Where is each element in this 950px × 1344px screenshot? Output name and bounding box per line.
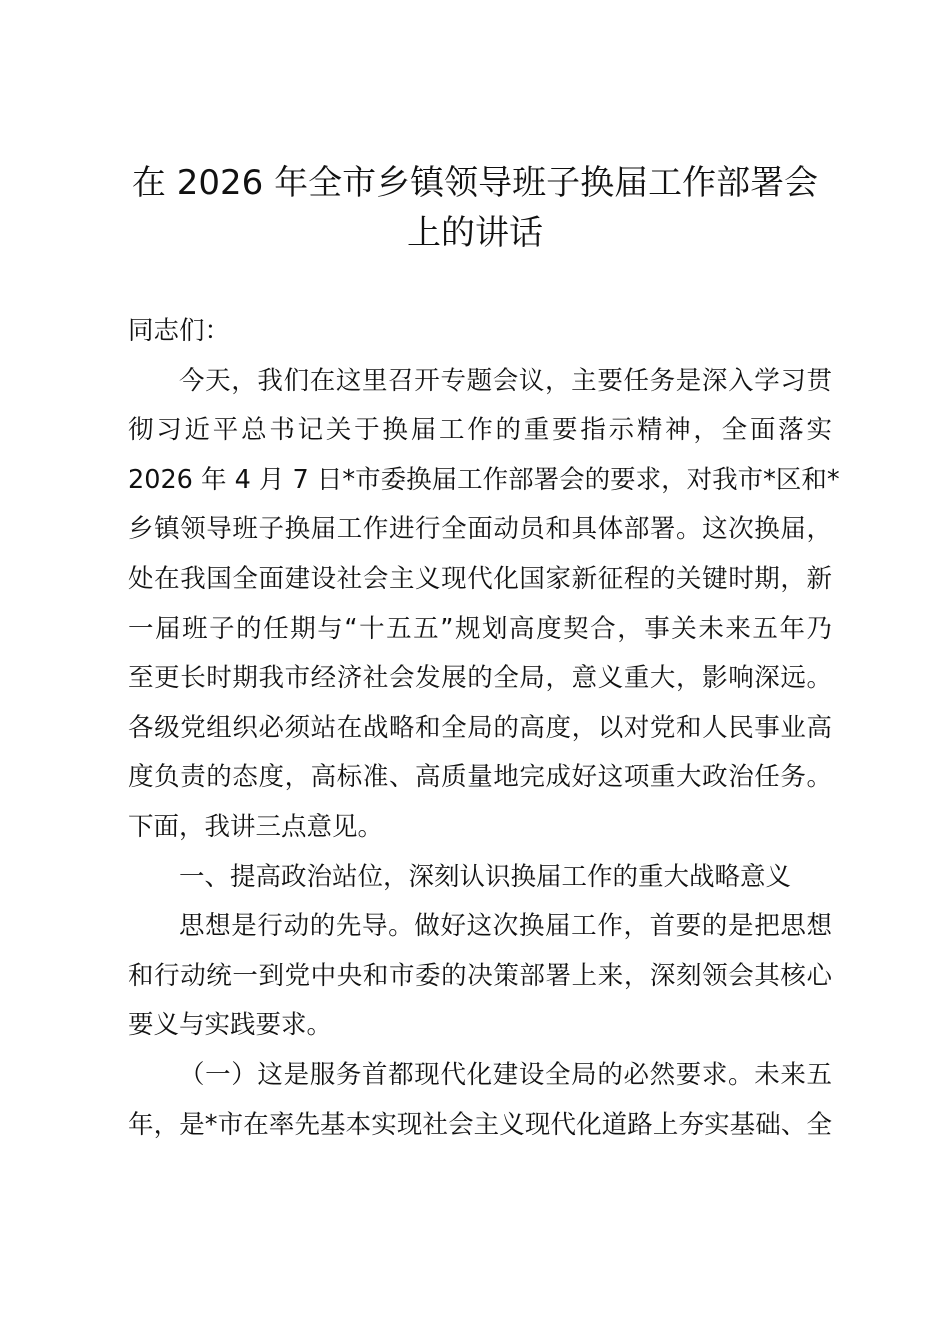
- paragraph-line: 和行动统一到党中央和市委的决策部署上来，深刻领会其核心: [128, 960, 832, 991]
- paragraph-line: 处在我国全面建设社会主义现代化国家新征程的关键时期，新: [128, 563, 832, 594]
- paragraph-intro: [128, 357, 840, 853]
- salutation-text: 同志们：: [128, 316, 231, 346]
- paragraph-line: 一届班子的任期与“十五五”规划高度契合，事关未来五年乃: [128, 613, 832, 644]
- paragraph-line: 今天，我们在这里召开专题会议，主要任务是深入学习贯: [179, 365, 832, 396]
- paragraph-line: 彻习近平总书记关于换届工作的重要指示精神，全面落实: [128, 415, 832, 446]
- title-line-2: 上的讲话: [407, 213, 543, 253]
- paragraph-line: 年，是*市在率先基本实现社会主义现代化道路上夯实基础、全: [128, 1109, 832, 1140]
- paragraph-line: 乡镇领导班子换届工作进行全面动员和具体部署。这次换届，: [128, 514, 832, 545]
- paragraph-line: （一）这是服务首都现代化建设全局的必然要求。未来五: [179, 1059, 832, 1090]
- paragraph-line: 2026 年 4 月 7 日*市委换届工作部署会的要求，对我市*区和*: [128, 464, 840, 495]
- salutation: [128, 307, 832, 357]
- section-heading-1: [128, 853, 832, 903]
- paragraph-line: 思想是行动的先导。做好这次换届工作，首要的是把思想: [179, 911, 832, 942]
- title-line-1: 在 2026 年全市乡镇领导班子换届工作部署会: [131, 163, 819, 203]
- paragraph-thought: [128, 902, 832, 1051]
- document-body: [128, 307, 840, 1150]
- paragraph-line: 要义与实践要求。: [128, 1010, 333, 1041]
- document-title: [100, 158, 850, 258]
- section-heading-text: 一、提高政治站位，深刻认识换届工作的重大战略意义: [179, 861, 792, 892]
- paragraph-line: 至更长时期我市经济社会发展的全局，意义重大，影响深远。: [128, 663, 832, 694]
- paragraph-line: 下面，我讲三点意见。: [128, 811, 384, 842]
- paragraph-subpoint-1: [128, 1051, 832, 1150]
- paragraph-line: 度负责的态度，高标准、高质量地完成好这项重大政治任务。: [128, 762, 832, 793]
- paragraph-line: 各级党组织必须站在战略和全局的高度，以对党和人民事业高: [128, 712, 832, 743]
